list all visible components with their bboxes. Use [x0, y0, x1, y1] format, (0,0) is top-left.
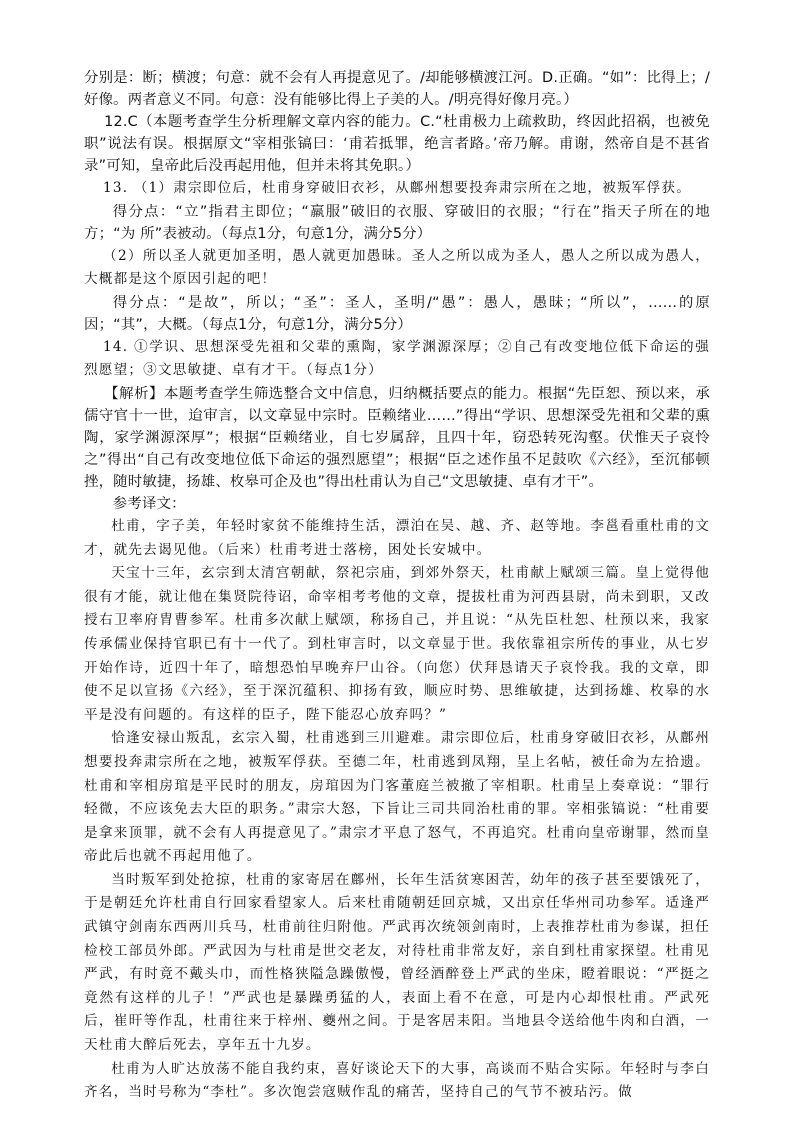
- answer-q13-1: 13. （1）肃宗即位后，杜甫身穿破旧衣衫，从鄜州想要投奔肃宗所在之地，被叛军俘获。: [103, 180, 691, 196]
- answer-continuation: 分别是：断；横渡；句意：就不会有人再提意见了。/却能够横渡江河。D.正确。“如”：比得上；/好像。两者意义不同。句意：没有能够比得上子美的人。/明亮得好像月亮。）: [84, 70, 710, 108]
- analysis-paragraph: 【解析】本题考查学生筛选整合文中信息，归纳概括要点的能力。根据“先臣恕、预以来，承儒守官十一世，迨审言，以文章显中宗时。臣赖绪业……”得出“学识、思想深受先祖和父辈的熏陶，家学渊源深厚”；根据“臣赖绪业，自七岁属辞，且四十年，窃恐转死沟壑。伏惟天子哀怜之”得出“自己有改变地位低下命运的强烈愿望”；根据“臣之述作虽不足鼓吹《六经》，至沉郁顿挫，随时敏捷，扬雄、枚皋可企及也”得出杜甫认为自己“文思敏捷、卓有才干”。: [84, 385, 710, 490]
- translation-paragraph: 天宝十三年，玄宗到太清宫朝献，祭祀宗庙，到郊外祭天，杜甫献上赋颂三篇。皇上觉得他很有才能，就让他在集贤院待诏，命宰相考考他的文章，提拔杜甫为河西县尉，尚未到职，又改授右卫率府胄曹参军。杜甫多次献上赋颂，称扬自己，并且说：“从先臣杜恕、杜预以来，我家传承儒业保持官职已有十一代了。到杜审言时，以文章显于世。我依靠祖宗所传的事业，从七岁开始作诗，近四十年了，暗想恐怕早晚弃尸山谷。（向您）伏拜恳请天子哀怜我。我的文章，即使不足以宣扬《六经》，至于深沉蕴积、抑扬有致，顺应时势、思维敏捷，达到扬雄、枚皋的水平是没有问题的。有这样的臣子，陛下能忍心放弃吗？”: [84, 565, 710, 723]
- translation-heading: 参考译文：: [112, 495, 186, 512]
- translation-paragraph: 恰逢安禄山叛乱，玄宗入蜀，杜甫逃到三川避难。肃宗即位后，杜甫身穿破旧衣衫，从鄜州想要投奔肃宗所在之地，被叛军俘获。至德二年，杜甫逃到凤翔，呈上名帖，被任命为左拾遗。杜甫和宰相房琯是平民时的朋友，房琯因为门客董庭兰被撤了宰相职。杜甫呈上奏章说：“罪行轻微，不应该免去大臣的职务。”肃宗大怒，下旨让三司共同治杜甫的罪。宰相张镐说：“杜甫要是拿来顶罪，就不会有人再提意见了。”肃宗才平息了怒气，不再追究。杜甫向皇帝谢罪，然而皇帝此后也就不再起用他了。: [84, 730, 710, 865]
- answer-q13-2: （2）所以圣人就更加圣明，愚人就更加愚昧。圣人之所以成为圣人，愚人之所以成为愚人，大概都是这个原因引起的吧！: [84, 247, 710, 288]
- scoring-q13-2: 得分点：“是故”，所以；“圣”：圣人，圣明/“愚”：愚人，愚昧；“所以”，……的原因；“其”，大概。（每点1分，句意1分，满分5分）: [84, 294, 710, 333]
- scoring-q13-1: 得分点：“立”指君主即位；“羸服”破旧的衣服、穿破旧的衣服；“行在”指天子所在的地方；“为 所”表被动。（每点1分，句意1分，满分5分）: [84, 203, 710, 242]
- translation-paragraph: 杜甫为人旷达放荡不能自我约束，喜好谈论天下的大事，高谈而不贴合实际。年轻时与李白齐名，当时号称为“李杜”。多次饱尝寇贼作乱的痛苦，坚持自己的气节不被玷污。做: [84, 1060, 710, 1101]
- answer-q12: 12.C（本题考查学生分析理解文章内容的能力。C.“杜甫极力上疏救助，终因此招祸，也被免职”说法有误。根据原文“宰相张镐曰：‘甫若抵罪，绝言者路。’帝乃解。甫谢，然帝自是不甚省录”可知，皇帝此后没再起用他，但并未将其免职。）: [84, 114, 710, 174]
- translation-paragraph: 杜甫，字子美，年轻时家贫不能维持生活，漂泊在吴、越、齐、赵等地。李邕看重杜甫的文才，就先去谒见他。（后来）杜甫考进士落榜，困处长安城中。: [84, 517, 710, 558]
- answer-q14: 14. ①学识、思想深受先祖和父辈的熏陶，家学渊源深厚；②自己有改变地位低下命运的强烈愿望；③文思敏捷、卓有才干。（每点1分）: [84, 338, 710, 379]
- translation-paragraph: 当时叛军到处抢掠，杜甫的家寄居在鄜州，长年生活贫寒困苦，幼年的孩子甚至要饿死了，于是朝廷允许杜甫自行回家看望家人。后来杜甫随朝廷回京城，又出京任华州司功参军。适逢严武镇守剑南东西两川兵马，杜甫前往归附他。严武再次统领剑南时，上表推荐杜甫为参谋，担任检校工部员外郎。严武因为与杜甫是世交老友，对待杜甫非常友好，亲自到杜甫家探望。杜甫见严武，有时竟不戴头巾，而性格狭隘急躁傲慢，曾经酒醉登上严武的坐床，瞪着眼说：“严挺之竟然有这样的儿子！”严武也是暴躁勇猛的人，表面上看不在意，可是内心却恨杜甫。严武死后，崔旰等作乱，杜甫往来于梓州、夔州之间。于是客居耒阳。当地县令送给他牛肉和白酒，一天杜甫大醉后死去，享年五十九岁。: [84, 871, 710, 1054]
